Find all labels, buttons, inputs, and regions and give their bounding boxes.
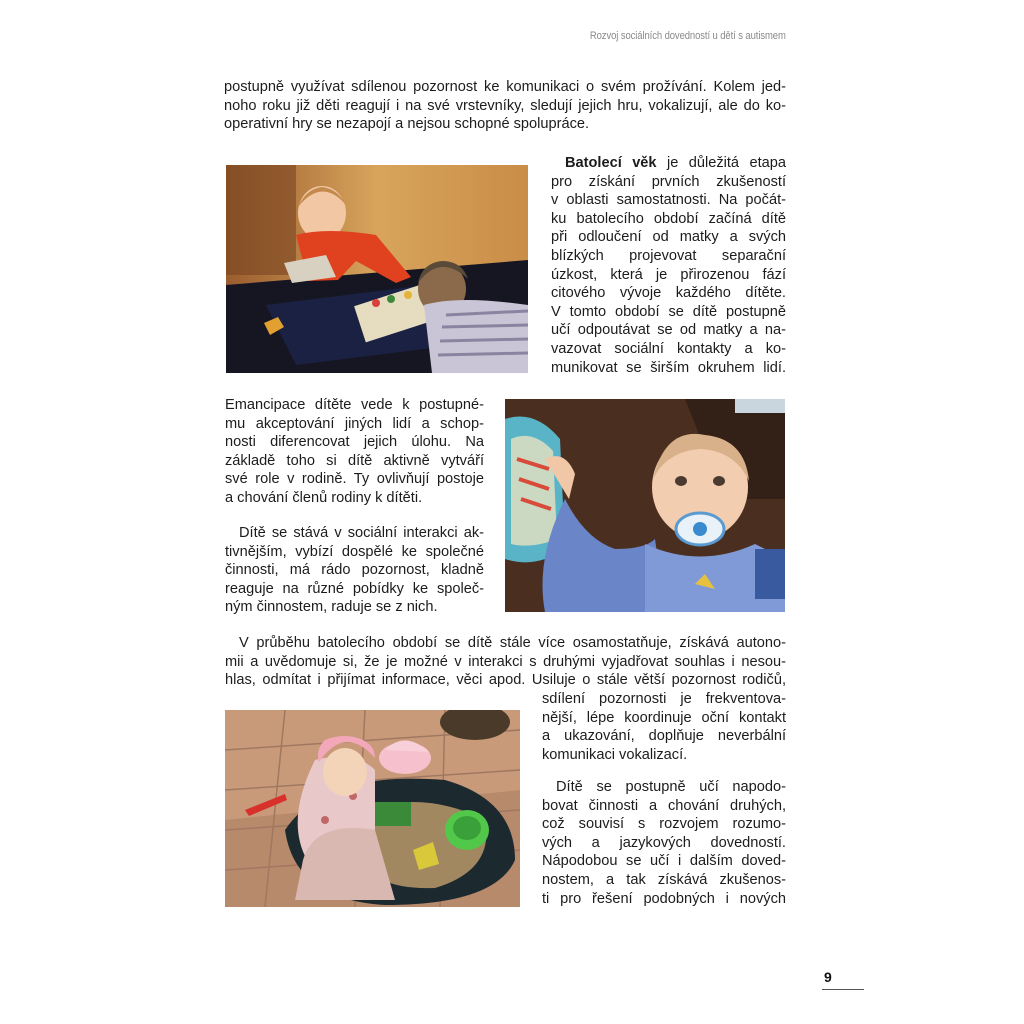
text-line: V tomto období se dítě postupně: [551, 303, 786, 320]
page-number-rule: [822, 989, 864, 990]
text-line: nosti diferencovat jejich úlohu. Na: [225, 434, 484, 451]
text-line: reaguje na různé pobídky ke společ-: [225, 580, 484, 597]
paragraph-imitation: [542, 778, 786, 908]
text-line: při odloučení od matky a svých: [551, 229, 786, 246]
text-line: Emancipace dítěte vede k postupné-: [225, 397, 484, 413]
text-line: základě toho si dítě aktivně vytváří: [225, 452, 484, 469]
text-line: vazovat sociální kontakty a ko-: [551, 340, 786, 357]
text-line: mii a uvědomuje si, že je možné v interakci s druhými vyjadřovat souhlas i nesou-: [225, 653, 786, 670]
running-header: Rozvoj sociálních dovedností u dětí s autismem: [590, 30, 786, 42]
text-line: učí odpoutávat se od matky a na-: [551, 322, 786, 339]
paragraph-intro: [224, 78, 786, 134]
text-line: ti pro řešení podobných i nových: [542, 890, 786, 907]
text-line: mu akceptování jiných lidí a schop-: [225, 415, 484, 432]
text-line: noho roku již děti reagují i na své vrstevníky, sledují jejich hru, vokalizují, ale do ko-: [224, 97, 786, 114]
photo-toddlers-puzzle: [226, 165, 528, 373]
text-line: postupně využívat sdílenou pozornost ke komunikaci o svém prožívání. Kolem jed-: [224, 79, 786, 95]
text-line: a ukazování, doplňuje neverbální: [542, 728, 786, 745]
text-line: v oblasti samostatnosti. Na počát-: [551, 192, 786, 209]
text-line: své role v rodině. Ty ovlivňují postoje: [225, 471, 484, 488]
text-line: blízkých projevovat separační: [551, 247, 786, 264]
text-line: Dítě se stává v sociální interakci ak-: [239, 525, 484, 541]
text-line: úzkost, která je přirozenou fází: [551, 266, 786, 283]
text-line: bovat činnosti a chování druhých,: [542, 797, 786, 814]
text-line: tivnějším, vybízí dospělé ke společné: [225, 543, 484, 560]
paragraph-social-interaction: [225, 524, 484, 617]
text-line: Nápodobou se učí i dalším doved-: [542, 853, 786, 870]
text-line: což souvisí s rozvojem rozumo-: [542, 816, 786, 833]
photo-sandbox-children: [225, 710, 520, 907]
text-line: pro získání prvních zkušeností: [551, 173, 786, 190]
text-line: sdílení pozornosti je frekventova-: [542, 691, 786, 707]
text-line: a chování členů rodiny k dítěti.: [225, 489, 423, 506]
text-line: činnosti, má rádo pozornost, kladně: [225, 562, 484, 579]
text-line: citového vývoje každého dítěte.: [551, 285, 786, 302]
paragraph-emancipation: [225, 396, 484, 508]
text-line: ným činnostem, raduje se z nich.: [225, 599, 438, 616]
text-line: nější, lépe koordinuje oční kontakt: [542, 709, 786, 726]
paragraph-toddler-age: [551, 154, 786, 377]
text-line: komunikaci vokalizací.: [542, 746, 688, 763]
paragraph-autonomy-continued: [542, 690, 786, 764]
text-line: ku batolecího období začíná dítě: [551, 210, 786, 227]
text-line: munikovat se širším okruhem lidí.: [551, 359, 786, 376]
text-line: Batolecí věk je důležitá etapa: [565, 155, 786, 171]
text-line: operativní hry se nezapojí a nejsou schopné spolupráce.: [224, 116, 590, 133]
photo-baby-pacifier: [505, 399, 785, 612]
text-line: Dítě se postupně učí napodo-: [556, 779, 786, 795]
text-line: nostem, a tak získává zkušenos-: [542, 871, 786, 888]
page-number: 9: [824, 969, 832, 985]
bold-term: Batolecí věk: [565, 155, 657, 171]
text-line: vých a jazykových dovedností.: [542, 834, 786, 851]
text-line: V průběhu batolecího období se dítě stále více osamostatňuje, získává autono-: [239, 635, 786, 651]
paragraph-autonomy: [225, 634, 786, 690]
text-line: hlas, odmítat i přijímat informace, věci apod. Usiluje o stále větší pozornost rodičů,: [225, 672, 786, 689]
